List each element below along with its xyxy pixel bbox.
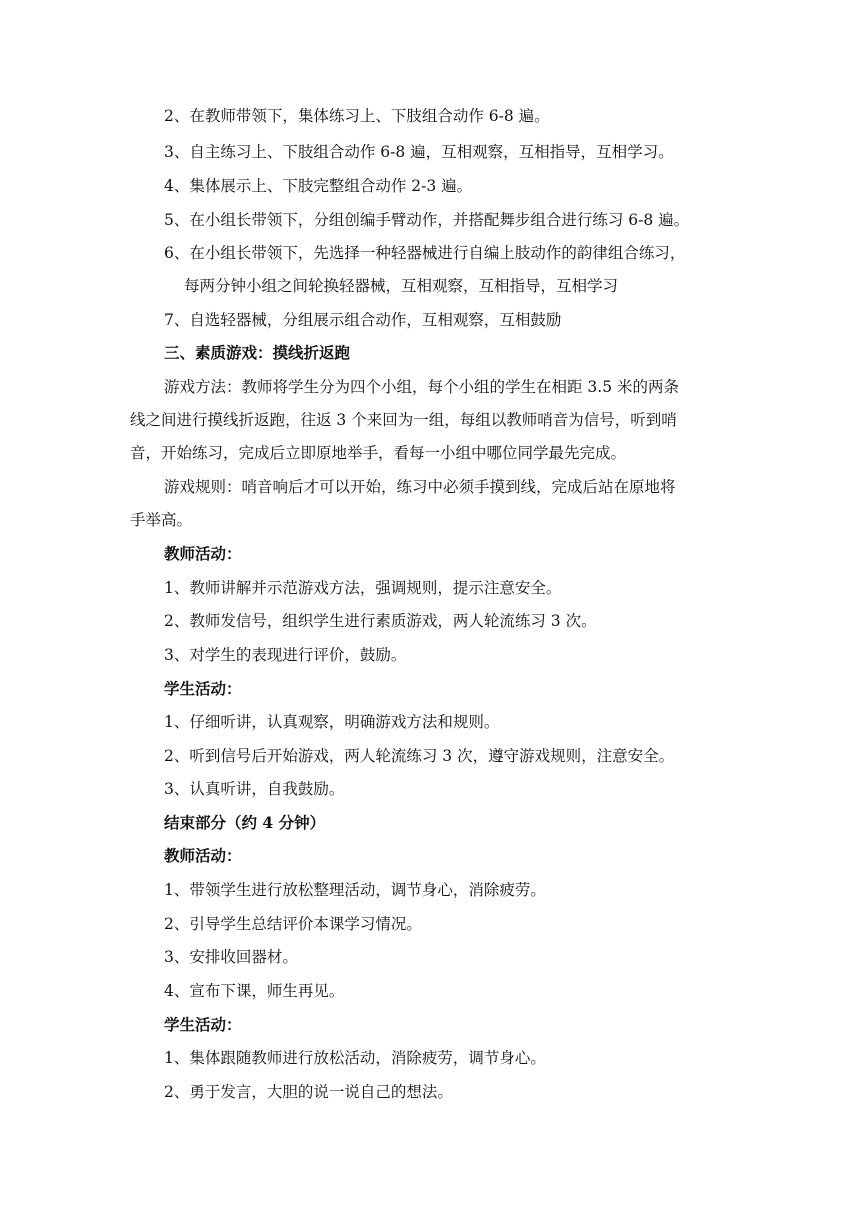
subheading: 教师活动： <box>164 846 242 865</box>
subheading: 学生活动： <box>164 679 242 698</box>
text-line: 3、安排收回器材。 <box>164 948 298 966</box>
subheading: 学生活动： <box>164 1015 242 1034</box>
text-line: 2、听到信号后开始游戏，两人轮流练习 3 次，遵守游戏规则，注意安全。 <box>164 747 675 765</box>
text-line: 3、认真听讲，自我鼓励。 <box>164 780 345 798</box>
text-line: 每两分钟小组之间轮换轻器械，互相观察，互相指导，互相学习 <box>184 277 619 295</box>
subheading: 教师活动： <box>164 544 242 563</box>
text-line: 7、自选轻器械，分组展示组合动作，互相观察，互相鼓励 <box>164 311 562 329</box>
section-heading: 结束部分（约 4 分钟） <box>164 813 326 832</box>
text-line: 3、自主练习上、下肢组合动作 6-8 遍，互相观察，互相指导，互相学习。 <box>164 143 674 161</box>
text-line: 1、集体跟随教师进行放松活动，消除疲劳，调节身心。 <box>164 1049 546 1067</box>
text-line: 游戏规则：哨音响后才可以开始，练习中必须手摸到线，完成后站在原地将 <box>164 478 676 496</box>
text-line: 2、在教师带领下，集体练习上、下肢组合动作 6-8 遍。 <box>164 107 550 125</box>
text-line: 1、教师讲解并示范游戏方法，强调规则，提示注意安全。 <box>164 579 562 597</box>
text-line: 2、勇于发言，大胆的说一说自己的想法。 <box>164 1083 453 1101</box>
text-line: 游戏方法：教师将学生分为四个小组，每个小组的学生在相距 3.5 米的两条 <box>164 378 680 396</box>
text-line: 5、在小组长带领下，分组创编手臂动作，并搭配舞步组合进行练习 6-8 遍。 <box>164 211 690 229</box>
text-line: 手举高。 <box>130 511 193 529</box>
text-line: 2、教师发信号，组织学生进行素质游戏，两人轮流练习 3 次。 <box>164 612 597 630</box>
text-line: 1、仔细听讲，认真观察，明确游戏方法和规则。 <box>164 713 500 731</box>
text-line: 2、引导学生总结评价本课学习情况。 <box>164 915 422 933</box>
text-line: 4、宣布下课，师生再见。 <box>164 982 345 1000</box>
section-heading: 三、素质游戏：摸线折返跑 <box>164 343 351 362</box>
text-line: 3、对学生的表现进行评价，鼓励。 <box>164 646 407 664</box>
text-line: 1、带领学生进行放松整理活动，调节身心，消除疲劳。 <box>164 881 546 899</box>
text-line: 6、在小组长带领下，先选择一种轻器械进行自编上肢动作的韵律组合练习， <box>164 244 686 262</box>
text-line: 4、集体展示上、下肢完整组合动作 2-3 遍。 <box>164 177 473 195</box>
text-line: 线之间进行摸线折返跑，往返 3 个来回为一组，每组以教师哨音为信号，听到哨 <box>130 411 677 429</box>
text-line: 音，开始练习，完成后立即原地举手，看每一小组中哪位同学最先完成。 <box>130 444 627 462</box>
